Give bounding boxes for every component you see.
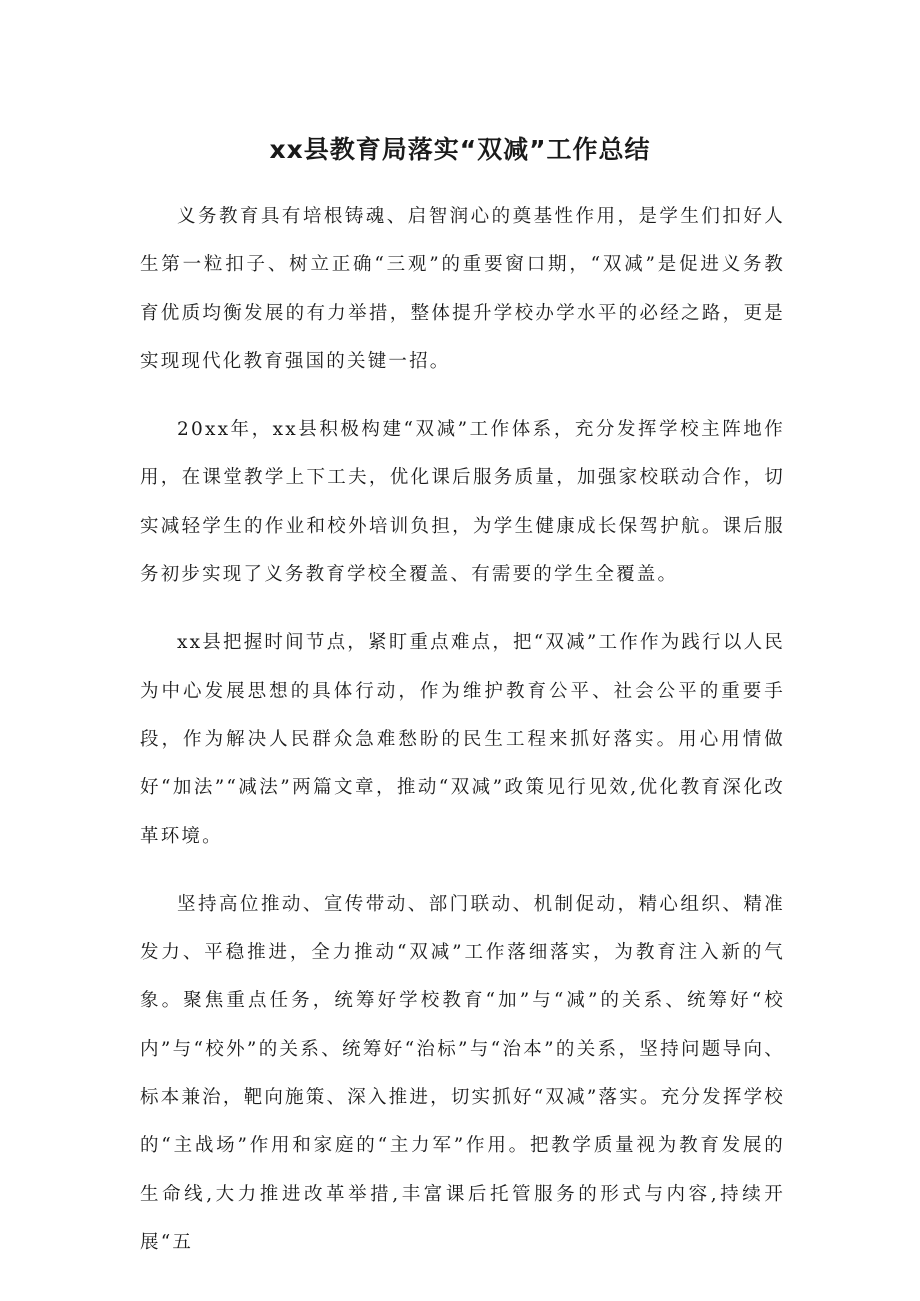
paragraph-4: 坚持高位推动、宣传带动、部门联动、机制促动，精心组织、精准发力、平稳推进，全力推动“双减”工作落细落实，为教育注入新的气象。聚焦重点任务，统筹好学校教育“加”与“减”的关系、统筹好“校内”与“校外”的关系、统筹好“治标”与“治本”的关系，坚持问题导向、标本兼治，靶向施策、深入推进，切实抓好“双减”落实。充分发挥学校的“主战场”作用和家庭的“主力军”作用。把教学质量视为教育发展的生命线,大力推进改革举措,丰富课后托管服务的形式与内容,持续开展“五 [140,893,785,1253]
paragraph-2: 20xx年，xx县积极构建“双减”工作体系，充分发挥学校主阵地作用，在课堂教学上下工夫，优化课后服务质量，加强家校联动合作，切实减轻学生的作业和校外培训负担，为学生健康成长保驾护航。课后服务初步实现了义务教育学校全覆盖、有需要的学生全覆盖。 [140,419,785,586]
paragraph-3: xx县把握时间节点，紧盯重点难点，把“双减”工作作为践行以人民为中心发展思想的具体行动，作为维护教育公平、社会公平的重要手段，作为解决人民群众急难愁盼的民生工程来抓好落实。用心用情做好“加法”“减法”两篇文章，推动“双减”政策见行见效,优化教育深化改革环境。 [140,632,785,847]
document-title: xx县教育局落实“双减”工作总结 [269,135,651,164]
paragraph-1: 义务教育具有培根铸魂、启智润心的奠基性作用，是学生们扣好人生第一粒扣子、树立正确“三观”的重要窗口期，“双减”是促进义务教育优质均衡发展的有力举措，整体提升学校办学水平的必经之路，更是实现现代化教育强国的关键一招。 [140,206,785,372]
document-body [140,193,785,1267]
